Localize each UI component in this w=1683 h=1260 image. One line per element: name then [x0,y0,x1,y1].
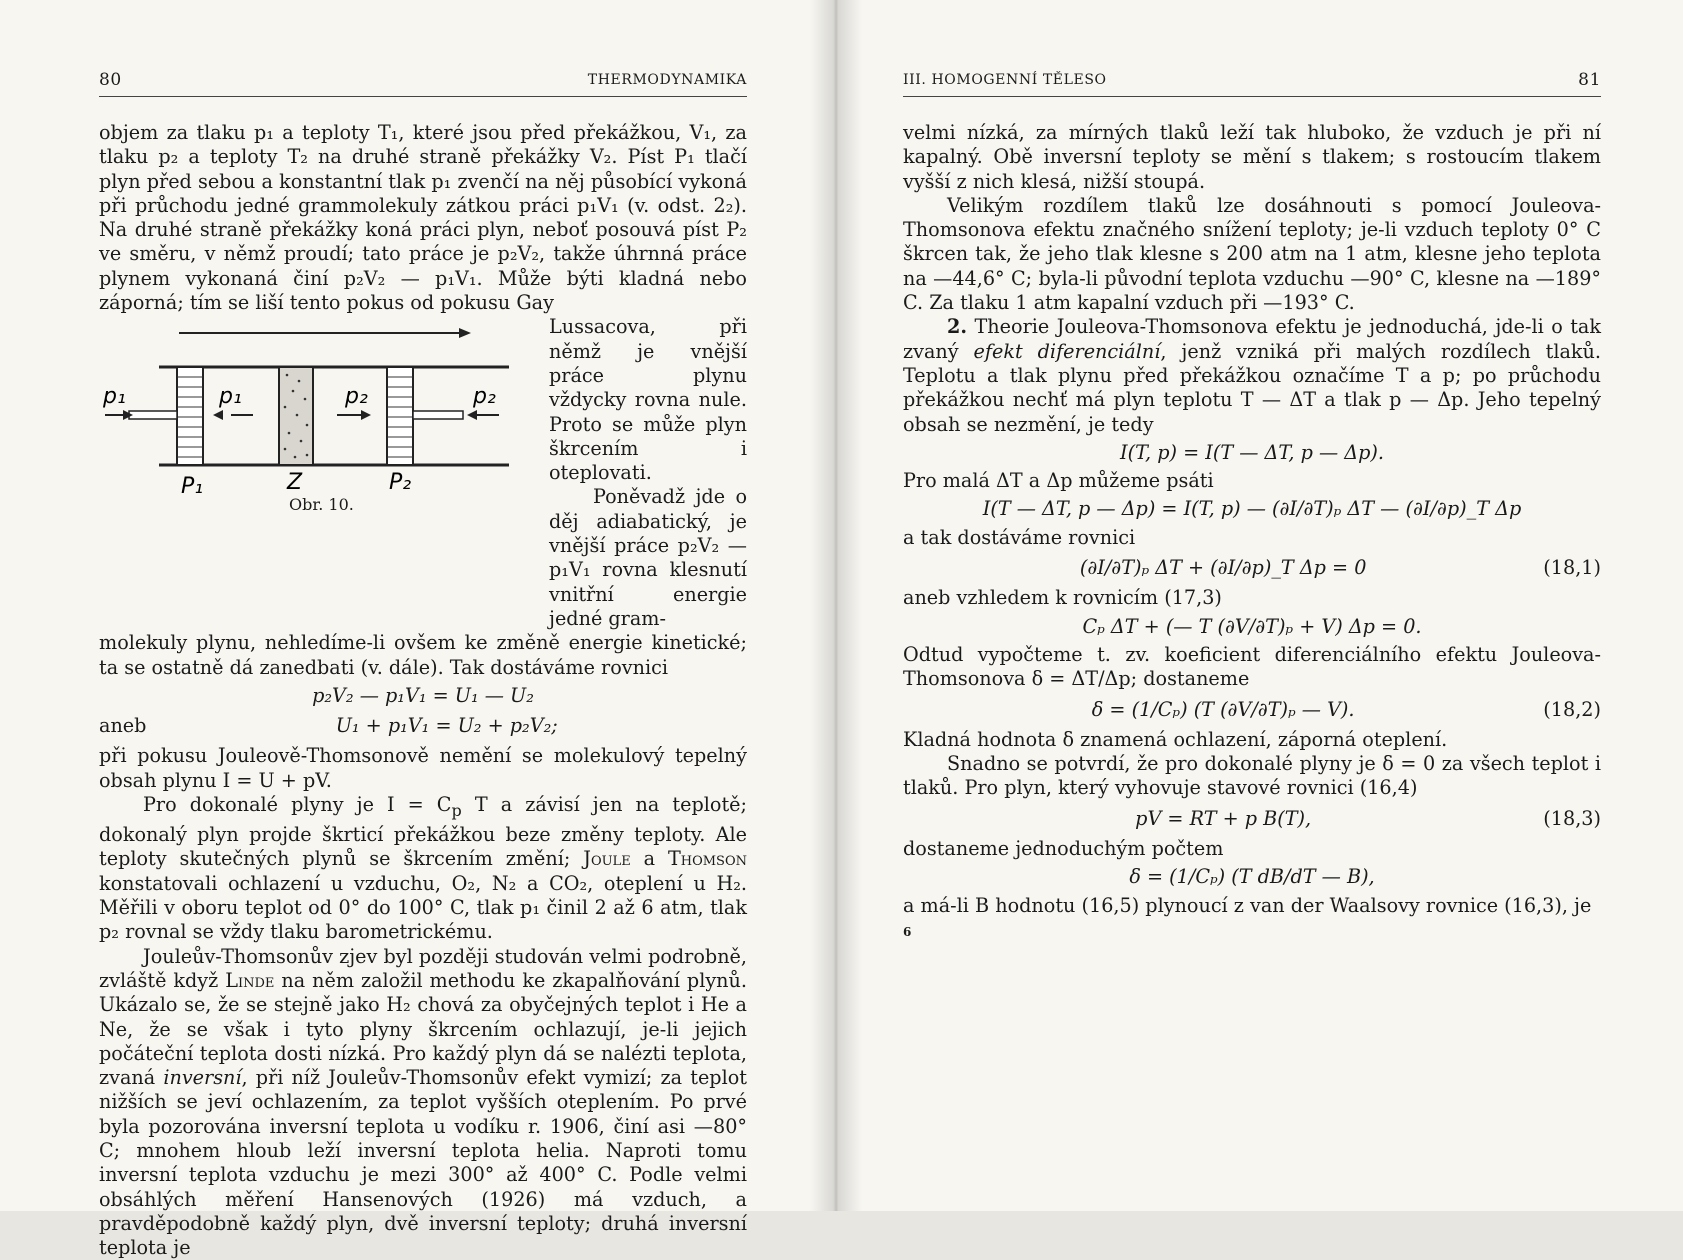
paragraph: při pokusu Jouleově-Thomsonově nemění se molekulový tepelný obsah plynu I = U + pV. [99,744,747,792]
paragraph: molekuly plynu, nehledíme-li ovšem ke změně energie kinetické; ta se ostatně dá zanedbati (v. dále). Tak dostáváme rovnici [99,631,747,679]
paragraph: Velikým rozdílem tlaků lze dosáhnouti s pomocí Jouleova-Thomsonova efektu značného snížení teploty; je-li vzduch teploty 0° C škrcen tak, že jeho tlak klesne s 200 atm na 1 atm, klesne jeho teplota na —44,6° C; byla-li původní teplota vzduchu —90° C, klesne na —189° C. Za tlaku 1 atm kapalní vzduch při —193° C. [903,193,1601,315]
paragraph: dostaneme jednoduchým počtem [903,837,1224,861]
label-Z: Z [287,470,303,496]
top-arrow-head [459,328,471,338]
label-p2-inner: p₂ [345,384,368,410]
paragraph: objem za tlaku p₁ a teploty T₁, které jsou před překážkou, V₁, za tlaku p₂ a teploty T₂ na druhé straně překážky V₂. Píst P₁ tlačí plyn před sebou a konstantní tlak p₁ zvenčí na něj působící vykoná při průchodu jedné grammolekuly zátkou práci p₁V₁ (v. odst. 2₂). Na druhé straně překážky koná práci plyn, neboť posouvá píst P₂ ve směru, v němž proudí; tato práce je p₂V₂, takže úhrnná práce plynem vykonaná činí p₂V₂ — p₁V₁. Může býti kladná nebo záporná; tím se liší tento pokus od pokusu Gay [99,121,747,315]
term-inversni: inversní [163,1066,242,1090]
figure-wrap [99,315,747,631]
equation-2: U₁ + p₁V₁ = U₂ + p₂V₂; [335,714,558,738]
page-number-right: 81 [1578,70,1601,90]
throttling-diagram [99,315,539,521]
page-number-left: 80 [99,70,122,90]
aneb-label: aneb [99,714,147,738]
running-head-right: III. HOMOGENNÍ TĚLESO [903,72,1107,88]
text: , jenž vzniká při malých rozdílech tlaků. Teplotu a tlak plynu před překážkou označíme T a p; po průchodu překážkou nechť má plyn teplotu T — ΔT a tlak p — Δp. Jeho tepelný obsah se nezmění, je tedy [903,339,1602,436]
paragraph: Kladná hodnota δ znamená ochlazení, záporná oteplení. [903,727,1448,751]
paragraph: aneb vzhledem k rovnicím (17,3) [903,586,1222,610]
label-p1-inner: p₁ [219,384,242,410]
equation-6: Cₚ ΔT + (— T (∂V/∂T)ₚ + V) Δp = 0. [1082,614,1422,638]
label-p1-left: p₁ [103,384,126,410]
equation-8-row [903,807,1601,831]
paragraph: a má-li B hodnotu (16,5) plynoucí z van der Waalsovy rovnice (16,3), je [903,893,1592,917]
name-thomson: Thomson [667,847,747,871]
equation-1: p₂V₂ — p₁V₁ = U₁ — U₂ [312,683,534,707]
equation-8: pV = RT + p B(T), [1135,806,1312,830]
paragraph-theory [903,315,1601,436]
rod-left [129,411,177,419]
rod-right [413,411,463,419]
text: Pro dokonalé plyny je I = C [143,793,452,817]
text: na něm založil methodu ke zkapalňování plynů. Ukázalo se, že se stejně jako H₂ chová za obyčejných teplot i He a Ne, že se však i tyto plyny škrcením ochlazují, je-li jejich počáteční teplota dosti nízká. Pro každý plyn dá se nalézti teplota, zvaná [99,968,747,1090]
equation-9: δ = (1/Cₚ) (T dB/dT — B), [1129,865,1375,889]
equation-7: δ = (1/Cₚ) (T (∂V/∂T)ₚ — V). [1091,697,1355,721]
paragraph: a tak dostáváme rovnici [903,525,1136,549]
equation-tag-18-3: (18,3) [1543,806,1601,830]
equation-tag-18-2: (18,2) [1543,697,1601,721]
figure-caption: Obr. 10. [289,495,354,515]
paragraph-joule-thomson [99,945,747,1260]
label-P1: P₁ [181,474,204,500]
right-page [835,0,1683,1211]
equation-7-row [903,698,1601,722]
left-header [99,68,747,97]
equation-2-row [99,714,747,738]
name-joule: Joule [583,847,631,871]
equation-3: I(T, p) = I(T — ΔT, p — Δp). [1120,440,1384,464]
arrow-p1-inner [213,410,223,420]
paragraph-perfect-gases: Pro dokonalé plyny je $I = C_p$ T a závisí jen na teplotě; dokonalý plyn projde škrticí překážkou beze změny teploty. Ale teploty skutečných plynů se škrcením změní; Joule a Thomson konstatovali ochlazení u vzduchu, O₂, N₂ a CO₂, oteplení u H₂. Měřili v oboru teplot od 0° do 100° C, tlak p₁ činil 2 až 6 atm, tlak p₂ rovnal se vždy tlaku barometrickému. [99,793,747,944]
figure-10 [99,315,539,521]
text: Jouleův-Thomsonův zjev byl později studován velmi podrobně, zvláště když [99,944,747,992]
text: konstatovali ochlazení u vzduchu, O₂, N₂ a CO₂, oteplení u H₂. Měřili v oboru teplot od 0° do 100° C, tlak p₁ činil 2 až 6 atm, tlak p₂ rovnal se vždy tlaku barometrickému. [99,871,747,944]
text: , při níž Jouleův-Thomsonův efekt vymizí; za teplot nižších se jeví ochlazením, za teplot vyšších oteplením. Po prvé byla pozorována inversní teplota u vodíku r. 1906, činí asi —80° C; mnohem hloub leží inversní teplota helia. Naproti tomu inversní teplota vzduchu je mezi 300° až 400° C. Podle velmi obsáhlých měření Hansenových (1926) má vzduch, a pravděpodobně každý plyn, dvě inversní teploty; druhá inversní teplota je [99,1066,747,1260]
paragraph: Pro malá ΔT a Δp můžeme psáti [903,469,1214,493]
left-content [99,68,747,1260]
right-content [903,68,1601,944]
paragraph: Odtud vypočteme t. zv. koeficient diferenciálního efektu Jouleova-Thomsonova δ = ΔT/Δp; dostaneme [903,642,1601,691]
label-p2-right: p₂ [473,384,496,410]
porous-plug [279,367,313,465]
equation-5-row [903,556,1601,580]
piston-p2 [387,367,413,465]
paragraph: Snadno se potvrdí, že pro dokonalé plyny je δ = 0 za všech teplot i tlaků. Pro plyn, který vyhovuje stavové rovnici (16,4) [903,752,1601,800]
signature-mark: 6 [903,924,912,939]
arrow-p2-right [467,410,477,420]
equation-5: (∂I/∂T)ₚ ΔT + (∂I/∂p)_T Δp = 0 [1079,556,1367,580]
text: a [630,847,668,871]
section-number: 2. [947,315,968,339]
paragraph: velmi nízká, za mírných tlaků leží tak hluboko, že vzduch je při ní kapalný. Obě inversní teploty se mění s tlakem; s rostoucím tlakem vyšší z nich klesá, nižší stoupá. [903,121,1601,193]
wrap-text [549,315,747,631]
label-P2: P₂ [389,470,412,496]
name-linde: Linde [225,968,275,992]
running-head-left: THERMODYNAMIKA [587,72,747,88]
wrap-paragraph-2: Poněvadž jde o děj adiabatický, je vnější práce p₂V₂ — p₁V₁ rovna klesnutí vnitřní energie jedné gram- [549,485,747,630]
term-efekt: efekt diferenciální [973,339,1161,363]
left-page [0,0,835,1260]
equation-tag-18-1: (18,1) [1543,556,1601,580]
text: T a závisí jen na teplotě; dokonalý plyn projde škrticí překážkou beze změny teploty. Ale teploty skutečných plynů se škrcením změní; [99,793,747,871]
arrow-p2-inner [361,410,371,420]
piston-p1 [177,367,203,465]
equation-4: I(T — ΔT, p — Δp) = I(T, p) — (∂I/∂T)ₚ ΔT — (∂I/∂p)_T Δp [982,497,1522,521]
text: Theorie Jouleova-Thomsonova efektu je jednoduchá, jde-li o tak zvaný [903,315,1601,363]
right-header [903,68,1601,97]
book-gutter [810,0,862,1211]
wrap-paragraph-1: Lussacova, při němž je vnější práce plynu vždycky rovna nule. Proto se může plyn škrcením i oteplovati. [549,315,747,485]
